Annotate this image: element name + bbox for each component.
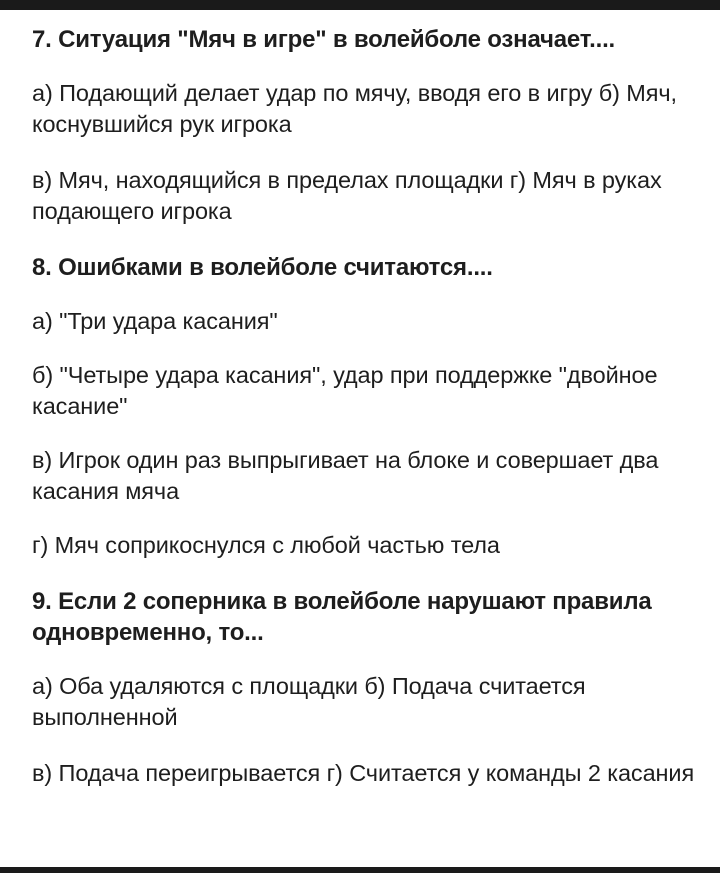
question-8-option-c: в) Игрок один раз выпрыгивает на блоке и совершает два касания мяча [32,447,659,504]
question-7-title: 7. Ситуация "Мяч в игре" в волейболе означает.... [32,26,616,53]
top-border [0,0,720,10]
question-7-option-c-d: в) Мяч, находящийся в пределах площадки г) Мяч в руках подающего игрока [32,167,662,224]
quiz-content [32,20,704,789]
question-8-option-d: г) Мяч соприкоснулся с любой частью тела [32,532,500,558]
question-9-option-c-d: в) Подача переигрывается г) Считается у команды 2 касания [32,760,695,786]
question-9-title: 9. Если 2 соперника в волейболе нарушают правила одновременно, то... [32,588,652,646]
question-9-option-a-b: а) Оба удаляются с площадки б) Подача считается выполненной [32,673,586,730]
question-7-option-a-b: а) Подающий делает удар по мячу, вводя его в игру б) Мяч, коснувшийся рук игрока [32,80,677,137]
question-8-option-b: б) "Четыре удара касания", удар при поддержке "двойное касание" [32,362,658,419]
question-8-title: 8. Ошибками в волейболе считаются.... [32,254,493,281]
question-8-option-a: а) "Три удара касания" [32,308,278,334]
bottom-border [0,867,720,873]
